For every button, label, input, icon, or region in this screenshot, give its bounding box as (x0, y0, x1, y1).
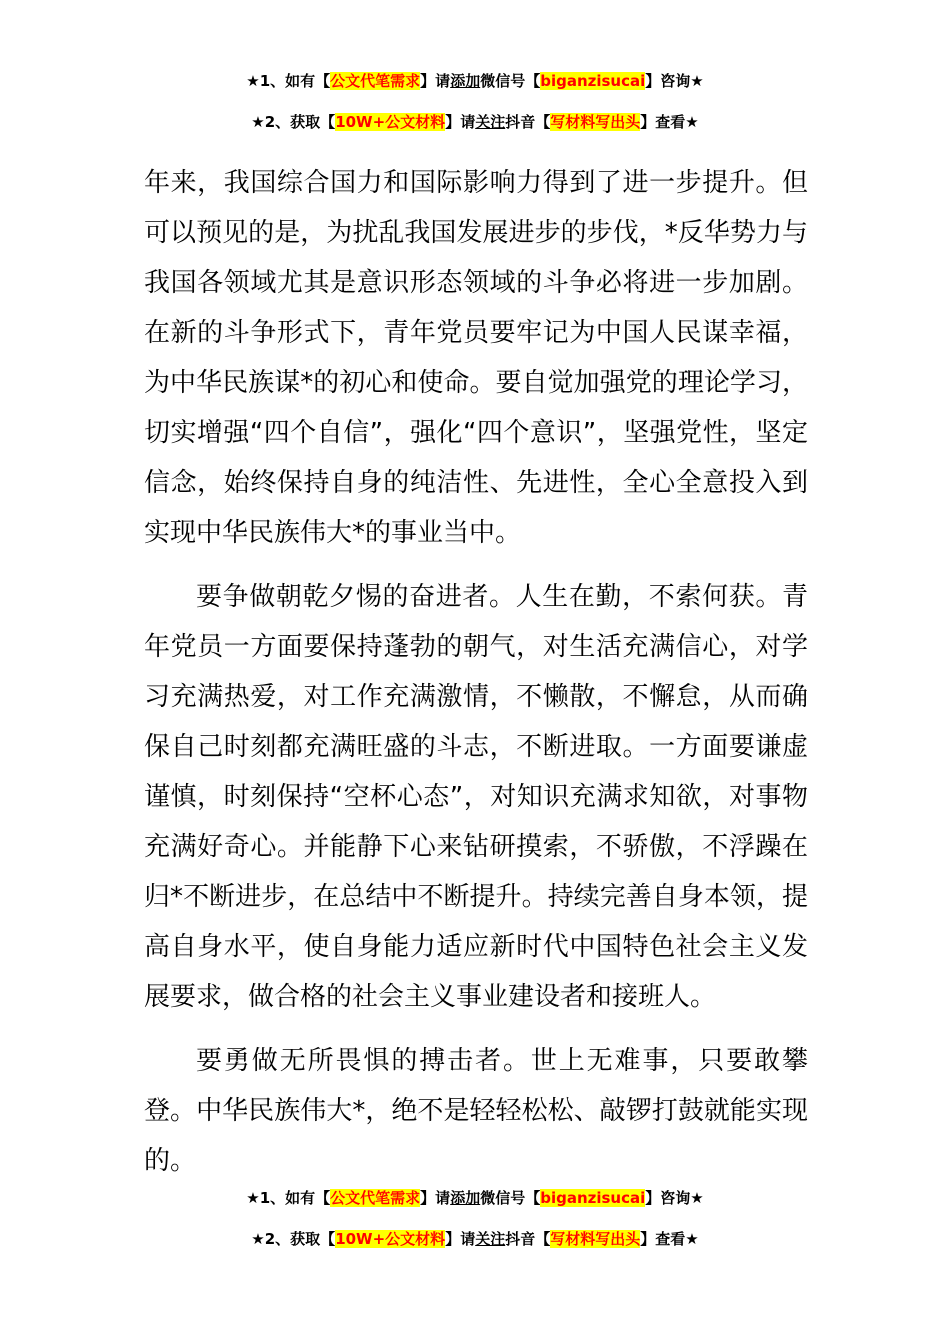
ad-highlight: 10W+公文材料 (335, 1230, 446, 1248)
ad-text: 抖音【 (505, 1230, 551, 1248)
paragraph-2: 要争做朝乾夕惕的奋进者。人生在勤，不索何获。青年党员一方面要保持蓬勃的朝气，对生活充满信心，对学习充满热爱，对工作充满激情，不懒散，不懈怠，从而确保自己时刻都充满旺盛的斗志，不断进取。一方面要谦虚谨慎，时刻保持“空杯心态”，对知识充满求知欲，对事物充满好奇心。并能静下心来钻研摸索，不骄傲，不浮躁在归*不断进步，在总结中不断提升。持续完善自身本领，提高自身水平，使自身能力适应新时代中国特色社会主义发展要求，做合格的社会主义事业建设者和接班人。 (144, 582, 808, 1012)
ad-text: 】请 (445, 1230, 476, 1248)
footer-ad-line-1 (0, 1187, 950, 1209)
ad-text: 】咨询★ (645, 1189, 704, 1207)
ad-highlight: 公文代笔需求 (330, 1189, 421, 1207)
ad-text: 抖音【 (505, 113, 551, 131)
ad-text: 微信号【 (480, 72, 541, 90)
ad-highlight-wechat-id: biganzisucai (540, 1189, 646, 1207)
ad-text: 】查看★ (640, 113, 699, 131)
header-ad-line-1 (0, 70, 950, 92)
ad-highlight: 10W+公文材料 (335, 113, 446, 131)
ad-underline: 添加 (450, 72, 481, 90)
ad-text: ★1、如有【 (246, 72, 331, 90)
ad-underline: 关注 (475, 113, 506, 131)
ad-text: ★2、获取【 (251, 1230, 336, 1248)
paragraph-1: 年来，我国综合国力和国际影响力得到了进一步提升。但可以预见的是，为扰乱我国发展进步的步伐，*反华势力与我国各领域尤其是意识形态领域的斗争必将进一步加剧。在新的斗争形式下，青年党员要牢记为中国人民谋幸福，为中华民族谋*的初心和使命。要自觉加强党的理论学习，切实增强“四个自信”，强化“四个意识”，坚强党性，坚定信念，始终保持自身的纯洁性、先进性，全心全意投入到实现中华民族伟大*的事业当中。 (144, 168, 808, 548)
ad-highlight-douyin-id: 写材料写出头 (550, 1230, 641, 1248)
ad-text: 】查看★ (640, 1230, 699, 1248)
ad-text: 微信号【 (480, 1189, 541, 1207)
ad-underline: 关注 (475, 1230, 506, 1248)
ad-text: ★1、如有【 (246, 1189, 331, 1207)
paragraph-3: 要勇做无所畏惧的搏击者。世上无难事，只要敢攀登。中华民族伟大*，绝不是轻轻松松、敲锣打鼓就能实现的。 (144, 1046, 808, 1176)
header-ad-line-2 (0, 111, 950, 133)
ad-highlight-wechat-id: biganzisucai (540, 72, 646, 90)
ad-underline: 添加 (450, 1189, 481, 1207)
ad-text: 】请 (420, 1189, 451, 1207)
document-body (144, 158, 808, 1186)
ad-highlight: 公文代笔需求 (330, 72, 421, 90)
ad-text: ★2、获取【 (251, 113, 336, 131)
ad-text: 】咨询★ (645, 72, 704, 90)
ad-text: 】请 (420, 72, 451, 90)
ad-highlight-douyin-id: 写材料写出头 (550, 113, 641, 131)
footer-ad-line-2 (0, 1228, 950, 1250)
ad-text: 】请 (445, 113, 476, 131)
